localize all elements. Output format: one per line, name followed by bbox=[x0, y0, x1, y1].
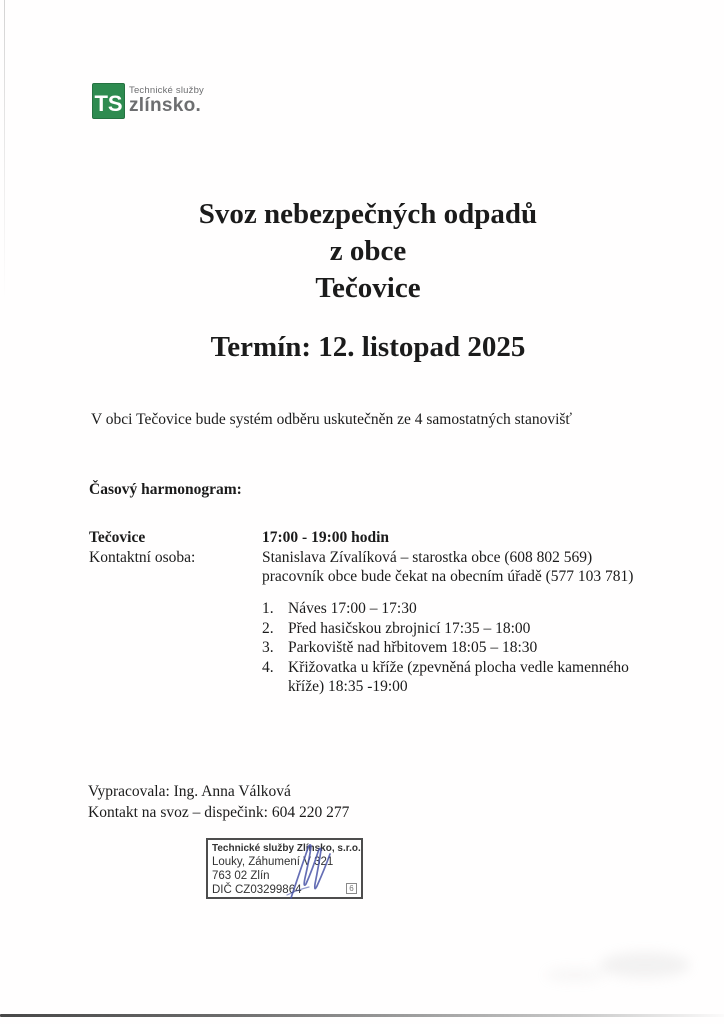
title-line-2: z obce bbox=[329, 235, 407, 267]
village-name: Tečovice bbox=[89, 529, 146, 546]
author-line: Vypracovala: Ing. Anna Válková bbox=[88, 783, 291, 800]
logo-wordmark bbox=[129, 83, 204, 116]
dispatch-contact-line: Kontakt na svoz – dispečink: 604 220 277 bbox=[88, 803, 350, 821]
stamp-city: 763 02 Zlín bbox=[212, 870, 270, 882]
term-date-heading: Termín: 12. listopad 2025 bbox=[210, 331, 526, 363]
stamp-company-name: Technické služby Zlínsko, s.r.o. bbox=[212, 843, 361, 854]
list-item bbox=[262, 658, 635, 697]
stops-list bbox=[262, 599, 635, 697]
company-stamp bbox=[206, 838, 363, 899]
list-item bbox=[262, 619, 635, 639]
list-item-number: 4. bbox=[262, 658, 274, 676]
ts-logo-letters: TS bbox=[94, 91, 123, 116]
list-item-text: Před hasičskou zbrojnicí 17:35 – 18:00 bbox=[288, 619, 531, 637]
ts-logo-square bbox=[92, 83, 125, 119]
title-line-1: Svoz nebezpečných odpadů bbox=[198, 198, 538, 230]
list-item-number: 3. bbox=[262, 639, 274, 656]
list-item-text: Náves 17:00 – 17:30 bbox=[288, 600, 417, 617]
schedule-right-column bbox=[262, 528, 662, 587]
stamp-street: Louky, Záhumení V 321 bbox=[212, 856, 334, 868]
logo-title: zlínsko. bbox=[129, 95, 202, 116]
list-item-number: 2. bbox=[262, 619, 274, 637]
logo-subtitle: Technické služby bbox=[129, 85, 205, 96]
list-item-number: 1. bbox=[262, 600, 274, 617]
schedule-heading: Časový harmonogram: bbox=[89, 481, 242, 498]
collection-time: 17:00 - 19:00 hodin bbox=[262, 529, 390, 546]
scan-artifact-bottom-line bbox=[0, 1014, 724, 1017]
list-item bbox=[262, 638, 635, 658]
contact-person-1: Stanislava Zívalíková – starostka obce (608 802 569) bbox=[262, 548, 593, 566]
list-item-text: Parkoviště nad hřbitovem 18:05 – 18:30 bbox=[288, 639, 538, 656]
list-item bbox=[262, 599, 635, 619]
scan-artifact-smudge bbox=[600, 952, 690, 978]
stamp-tax-id: DIČ CZ03299864 bbox=[212, 884, 302, 896]
schedule-left-column bbox=[89, 528, 195, 567]
stamp-corner-badge: 6 bbox=[346, 883, 357, 894]
intro-paragraph: V obci Tečovice bude systém odběru uskutečněn ze 4 samostatných stanovišť bbox=[91, 411, 573, 428]
ts-zlinsko-logo bbox=[92, 83, 204, 119]
list-item-text: Křižovatka u kříže (zpevněná plocha vedle kamenného kříže) 18:35 -19:00 bbox=[288, 658, 629, 695]
title-line-3: Tečovice bbox=[315, 272, 421, 304]
document-title bbox=[0, 196, 724, 307]
contact-person-2: pracovník obce bude čekat na obecním úřadě (577 103 781) bbox=[262, 568, 634, 585]
contact-label: Kontaktní osoba: bbox=[89, 548, 196, 566]
footer-block bbox=[88, 782, 349, 823]
scan-artifact-smudge bbox=[545, 968, 605, 982]
